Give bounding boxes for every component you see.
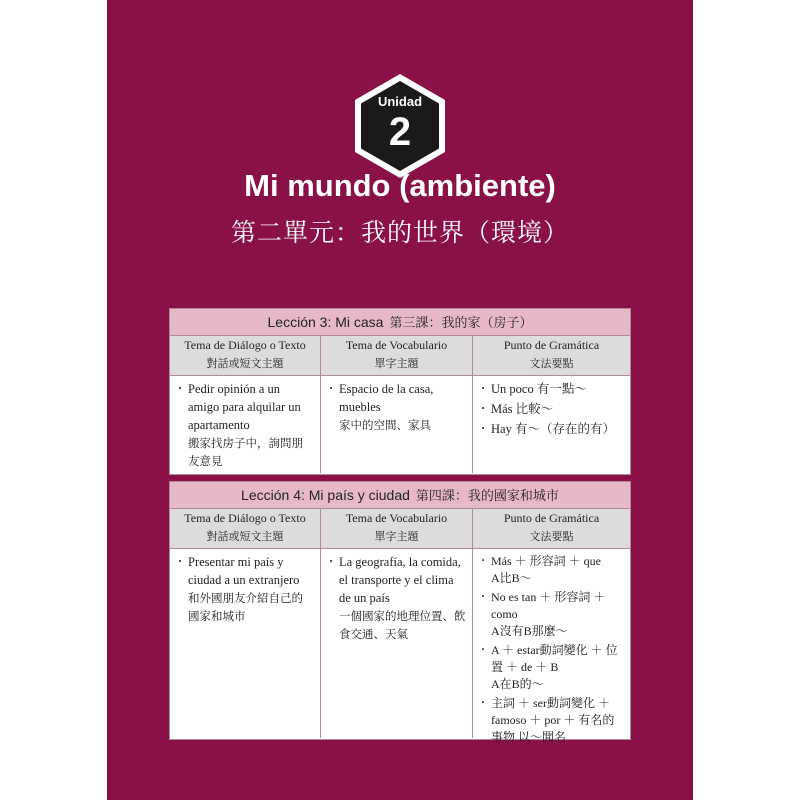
item-es: · Pedir opinión a un amigo para alquilar un apartamento [188, 382, 301, 432]
dialog-cell [170, 549, 320, 633]
column-header-zh: 單字主題 [374, 357, 419, 370]
item-es: · La geografía, la comida, el transporte y el clima de un país [339, 555, 461, 605]
item-zh: 一個國家的地理位置、飲食交通、天氣 [339, 609, 466, 641]
page-title: Mi mundo (ambiente) [244, 168, 556, 203]
grammar-column [473, 336, 630, 473]
item-zh: 家中的空間、家具 [339, 418, 431, 432]
list-item [327, 553, 466, 643]
list-item: · Un poco 有一點～ [479, 380, 624, 398]
lesson-title-zh: 第三課：我的家（房子） [389, 316, 533, 331]
vocab-column [321, 336, 473, 473]
item-text: · No es tan ＋ 形容詞 ＋ como [491, 590, 606, 621]
column-header-zh: 對話或短文主題 [206, 357, 284, 370]
item-text: A在B的～ [491, 677, 544, 691]
grammar-column [473, 509, 630, 744]
item-zh: 和外國朋友介紹自己的國家和城市 [188, 591, 303, 623]
column-header-es: Tema de Vocabulario [345, 338, 448, 352]
lesson-title-zh: 第四課：我的國家和城市 [415, 489, 559, 504]
list-item: · Hay 有～（存在的有） [479, 420, 624, 438]
lesson-header [170, 482, 630, 509]
item-es: · Espacio de la casa, muebles [339, 382, 434, 414]
dialog-column [170, 509, 321, 738]
list-item: · Más 比較～ [479, 400, 624, 418]
list-item [479, 589, 624, 640]
column-header-es: Tema de Diálogo o Texto [184, 511, 306, 525]
list-item [176, 553, 314, 625]
column-header [170, 509, 320, 549]
column-header-zh: 單字主題 [374, 530, 419, 543]
grammar-cell [473, 549, 630, 754]
column-header [473, 509, 630, 549]
lesson-table-4 [169, 481, 631, 744]
unit-badge [352, 72, 448, 180]
vocab-cell [321, 376, 472, 442]
column-header-zh: 對話或短文主題 [206, 530, 284, 543]
column-header [321, 336, 472, 376]
item-text: · A ＋ estar動詞變化 ＋ 位置 ＋ de ＋ B [491, 643, 618, 674]
lesson-title-es: Lección 4: Mi país y ciudad [241, 487, 410, 503]
list-item [176, 380, 314, 470]
item-zh: 搬家找房子中，詢問朋友意見 [188, 436, 303, 468]
column-header-es: Punto de Gramática [503, 511, 600, 525]
item-text: A沒有B那麼～ [491, 624, 568, 638]
unit-label: Unidad [377, 94, 423, 109]
list-item [327, 380, 466, 434]
vocab-cell [321, 549, 472, 651]
item-text: A比B～ [491, 571, 532, 585]
column-header-zh: 文法要點 [529, 357, 574, 370]
page-background [107, 0, 693, 800]
column-header [170, 336, 320, 376]
unit-number: 2 [388, 110, 412, 154]
page-subtitle: 第二單元：我的世界（環境） [230, 218, 569, 247]
grammar-cell [473, 376, 630, 446]
item-text: · 主詞 ＋ ser動詞變化 ＋ famoso ＋ por ＋ 有名的事物 以～聞名 [491, 696, 615, 744]
lesson-title-es: Lección 3: Mi casa [267, 314, 384, 330]
column-header [473, 336, 630, 376]
vocab-column [321, 509, 473, 738]
list-item [479, 553, 624, 587]
lesson-table-3 [169, 308, 631, 475]
column-header-es: Tema de Vocabulario [345, 511, 448, 525]
dialog-column [170, 336, 321, 473]
column-header-es: Punto de Gramática [503, 338, 600, 352]
item-text: · Más ＋ 形容詞 ＋ que [491, 554, 601, 568]
column-header [321, 509, 472, 549]
item-es: · Presentar mi país y ciudad a un extranjero [188, 555, 300, 587]
list-item [479, 642, 624, 693]
dialog-cell [170, 376, 320, 478]
column-header-es: Tema de Diálogo o Texto [184, 338, 306, 352]
list-item [479, 695, 624, 746]
lesson-header [170, 309, 630, 336]
column-header-zh: 文法要點 [529, 530, 574, 543]
